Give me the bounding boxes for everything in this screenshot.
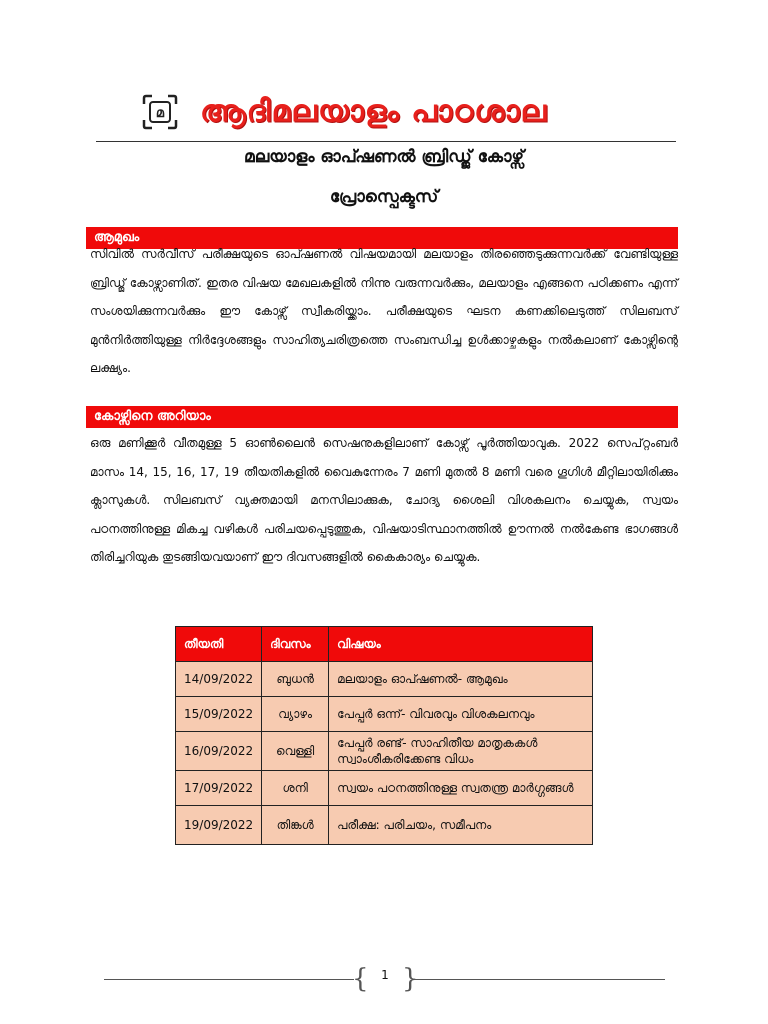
section-heading-about: കോഴ്സിനെ അറിയാം bbox=[86, 406, 678, 428]
cell-topic: പരീക്ഷ: പരിചയം, സമീപനം bbox=[329, 806, 593, 845]
logo-letter: മ bbox=[155, 106, 165, 121]
right-brace-icon: } bbox=[402, 964, 419, 994]
table-row bbox=[176, 771, 593, 806]
header-date: തീയതി bbox=[176, 627, 262, 662]
page-number: 1 bbox=[381, 968, 389, 982]
about-paragraph bbox=[90, 429, 678, 572]
footer-line-right bbox=[415, 979, 665, 980]
prospectus-title: പ്രോസ്പെക്ടസ് bbox=[329, 187, 439, 207]
about-text: ഒരു മണിക്കൂർ വീതമുള്ള 5 ഓൺലൈൻ സെഷനുകളിലാണ് കോഴ്സ് പൂർത്തിയാവുക. 2022 സെപ്റ്റംബർ മാസം 14, 15, 16, 17, 19 തീയതികളിൽ വൈകുന്നേരം 7 മണി മുതൽ 8 മണി വരെ ഗൂഗിൾ മീറ്റിലായിരിക്കും ക്ലാസുകൾ. സിലബസ് വ്യക്തമായി മനസിലാക്കുക, ചോദ്യ ശൈലി വിശകലനം ചെയ്യുക, സ്വയം പഠനത്തിനുള്ള മികച്ച വഴികൾ പരിചയപ്പെടുത്തുക, വിഷയാടിസ്ഥാനത്തിൽ ഊന്നൽ നൽകേണ്ട ഭാഗങ്ങൾ തിരിച്ചറിയുക തുടങ്ങിയവയാണ് ഈ ദിവസങ്ങളിൽ കൈകാര്യം ചെയ്യുക. bbox=[90, 436, 678, 564]
section-heading-intro: ആമുഖം bbox=[86, 227, 678, 249]
intro-text: സിവിൽ സർവീസ് പരീക്ഷയുടെ ഓപ്ഷണൽ വിഷയമായി മലയാളം തിരഞ്ഞെടുക്കുന്നവർക്ക് വേണ്ടിയുള്ള ബ്രിഡ്ജ് കോഴ്സാണിത്. ഇതര വിഷയ മേഖലകളിൽ നിന്നു വരുന്നവർക്കും, മലയാളം എങ്ങനെ പഠിക്കണം എന്ന് സംശയിക്കുന്നവർക്കും ഈ കോഴ്സ് സ്വീകരിയ്ക്കാം. പരീക്ഷയുടെ ഘടന കണക്കിലെടുത്ത് സിലബസ് മുൻനിർത്തിയുള്ള നിർദ്ദേശങ്ങളും സാഹിത്യചരിത്രത്തെ സംബന്ധിച്ച ഉൾക്കാഴ്ചകളും നൽകലാണ് കോഴ്സിന്റെ ലക്ഷ്യം. bbox=[90, 247, 678, 375]
cell-topic: സ്വയം പഠനത്തിനുള്ള സ്വതന്ത്ര മാർഗ്ഗങ്ങൾ bbox=[329, 771, 593, 806]
cell-topic: പേപ്പർ രണ്ട്- സാഹിതീയ മാതൃകകൾ സ്വാംശീകരിക്കേണ്ട വിധം bbox=[329, 732, 593, 771]
header-day: ദിവസം bbox=[262, 627, 329, 662]
table-row bbox=[176, 697, 593, 732]
table-row bbox=[176, 662, 593, 697]
course-title: മലയാളം ഓപ്ഷണൽ ബ്രിഡ്ജ് കോഴ്സ് bbox=[244, 147, 524, 167]
logo-icon bbox=[140, 92, 180, 132]
brand-title: ആദിമലയാളം പാഠശാല bbox=[200, 94, 548, 129]
cell-day: വ്യാഴം bbox=[262, 697, 329, 732]
cell-topic: മലയാളം ഓപ്ഷണൽ- ആമുഖം bbox=[329, 662, 593, 697]
cell-date: 17/09/2022 bbox=[176, 771, 262, 806]
cell-date: 14/09/2022 bbox=[176, 662, 262, 697]
schedule-table bbox=[175, 626, 593, 845]
cell-date: 15/09/2022 bbox=[176, 697, 262, 732]
table-header-row bbox=[176, 627, 593, 662]
header-topic: വിഷയം bbox=[329, 627, 593, 662]
header-divider bbox=[96, 141, 676, 142]
cell-day: വെള്ളി bbox=[262, 732, 329, 771]
header bbox=[140, 92, 600, 136]
cell-topic: പേപ്പർ ഒന്ന്- വിവരവും വിശകലനവും bbox=[329, 697, 593, 732]
cell-day: ശനി bbox=[262, 771, 329, 806]
cell-day: ബുധൻ bbox=[262, 662, 329, 697]
cell-date: 16/09/2022 bbox=[176, 732, 262, 771]
table-row bbox=[176, 732, 593, 771]
intro-paragraph bbox=[90, 240, 678, 383]
footer-line-left bbox=[104, 979, 354, 980]
table-row bbox=[176, 806, 593, 845]
left-brace-icon: { bbox=[352, 964, 369, 994]
cell-day: തിങ്കൾ bbox=[262, 806, 329, 845]
cell-date: 19/09/2022 bbox=[176, 806, 262, 845]
